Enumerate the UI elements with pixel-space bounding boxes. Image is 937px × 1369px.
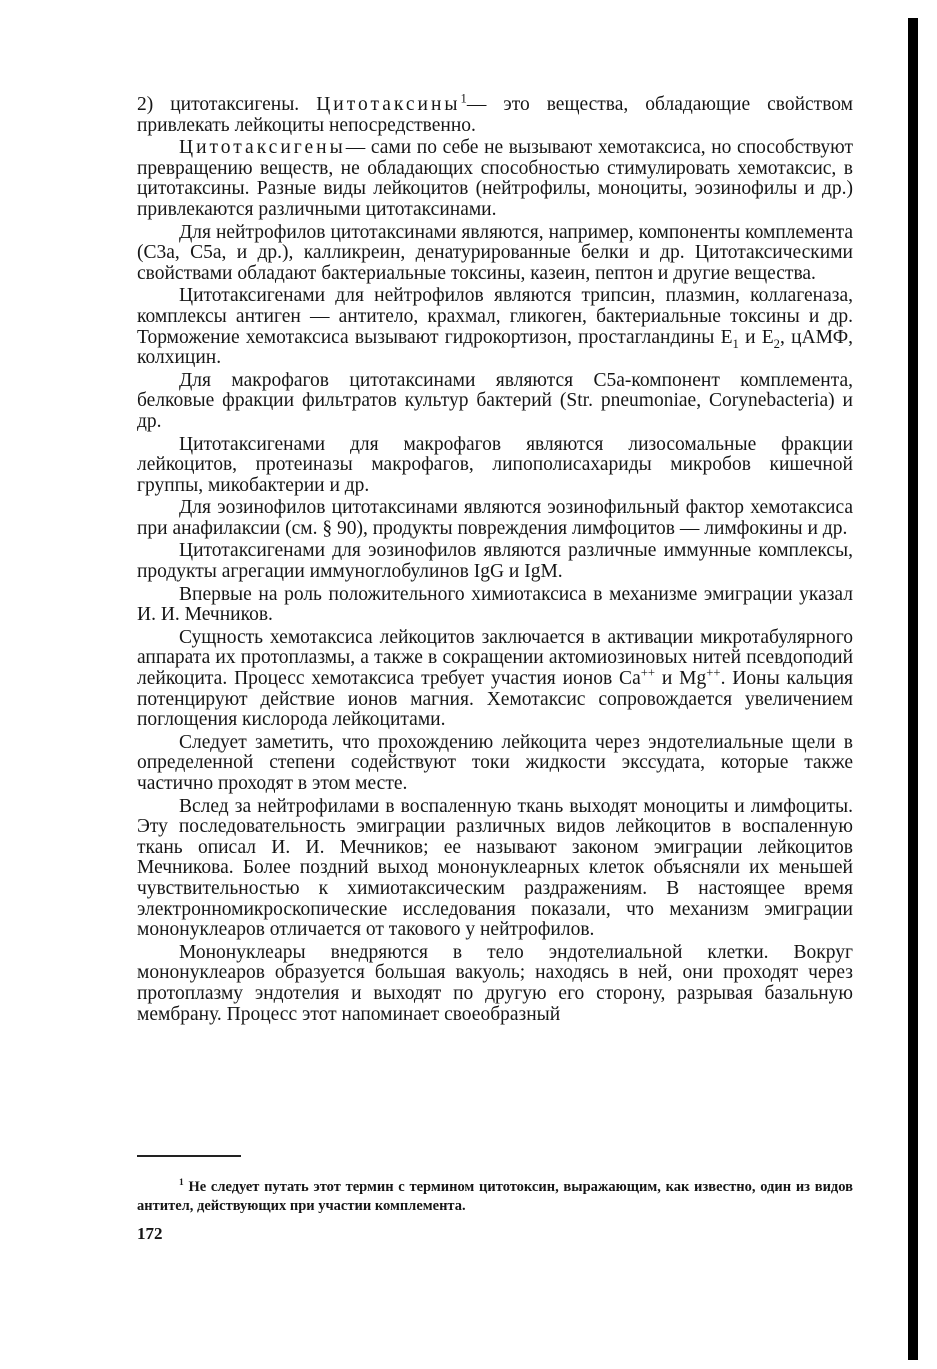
paragraph: Для нейтрофилов цитотаксинами являются, например, компоненты комплемента (С3а, С5а, и др.), калликреин, денатурированные белки и др. Цитотаксическими свойствами обладают бактериальные токсины, казеин, пептон и другие вещества. [137,221,853,284]
footnote-mark: 1 [460,91,467,106]
paragraph: Впервые на роль положительного химиотаксиса в механизме эмиграции указал И. И. Мечников. [137,583,853,626]
superscript: ++ [640,665,656,680]
paragraph-text: и E [738,326,774,348]
term: Цитотаксины [316,94,461,115]
paragraph-text: Сущность хемотаксиса лейкоцитов заключается в активации микротабулярного аппарата их протоплазмы, а также в сокращении актомиозиновых нитей псевдоподий лейкоцита. Процесс хемотаксиса требует участия ионов Ca [137,626,853,690]
footnote-text: Не следует путать этот термин с термином цитотоксин, выражающим, как известно, один из видов антител, действующих при участии комплемента. [137,1179,853,1214]
paragraph-text: — это вещества, обладающие свойством привлекать лейкоциты непосредственно. [137,94,853,136]
paragraph: Вслед за нейтрофилами в воспаленную ткань выходят моноциты и лимфоциты. Эту последовательность эмиграции различных видов лейкоцитов в воспаленную ткань описал И. И. Мечников; ее называют законом эмиграции лейкоцитов Мечникова. Более поздний выход мононуклеарных клеток объясняли их меньшей чувствительностью к химиотаксическим раздражениям. В настоящее время электронномикроскопические исследования показали, что механизм эмиграции мононуклеаров отличается от такового у нейтрофилов. [137,795,853,941]
term: Цитотаксигены [179,137,346,159]
main-text [137,91,854,1027]
paragraph [137,138,853,220]
paragraph: Мононуклеары внедряются в тело эндотелиальной клетки. Вокруг мононуклеаров образуется большая вакуоль; находясь в ней, они проходят через протоплазму эндотелия и выходят по другую его сторону, разрывая базальную мембрану. Процесс этот напоминает своеобразный [137,941,853,1025]
paragraph [137,91,853,136]
paragraph-text: 2) цитотаксигены. [137,94,317,115]
subscript: 1 [732,336,739,351]
footnote-divider [137,1155,241,1157]
footnote-mark: 1 [179,1178,184,1189]
paragraph-text: Цитотаксигенами для нейтрофилов являются трипсин, плазмин, коллагеназа, комплексы антиген — антитело, крахмал, гликоген, бактериальные токсины и др. Торможение хемотаксиса вызывают гидрокортизон, простагландины E [137,285,853,348]
paragraph [137,286,853,368]
paragraph-text: — сами по себе не вызывают хемотаксиса, но способствуют превращению веществ, не обладающих способностью стимулировать хемотаксис, в цитотаксины. Разные виды лейкоцитов (нейтрофилы, моноциты, эозинофилы и др.) привлекаются различными цитотаксинами. [137,137,853,220]
paragraph: Цитотаксигенами для эозинофилов являются различные иммунные комплексы, продукты агрегации иммуноглобулинов IgG и IgM. [137,540,853,583]
paragraph [137,628,853,731]
footnote [137,1178,853,1216]
paragraph-text: . Ионы кальция потенцируют действие ионов магния. Хемотаксис сопровождается увеличением поглощения кислорода лейкоцитами. [137,668,854,731]
superscript: ++ [706,665,721,680]
paragraph-text: , цАМФ, колхицин. [137,326,853,369]
paragraph: Для макрофагов цитотаксинами являются С5а-компонент комплемента, белковые фракции фильтратов культур бактерий (Str. pneumoniae, Corynebacteria) и др. [137,369,853,432]
paragraph: Цитотаксигенами для макрофагов являются лизосомальные фракции лейкоцитов, протеиназы макрофагов, липополисахариды микробов кишечной группы, микобактерии и др. [137,433,853,496]
subscript: 2 [773,336,780,351]
paragraph: Следует заметить, что прохождению лейкоцита через эндотелиальные щели в определенной степени содействуют токи жидкости экссудата, которые также частично проходят в этом месте. [137,731,853,794]
page-number: 172 [137,1224,163,1243]
binding-edge [908,18,918,1360]
paragraph-text: и Mg [655,668,707,690]
paragraph: Для эозинофилов цитотаксинами являются эозинофильный фактор хемотаксиса при анафилаксии (см. § 90), продукты повреждения лимфоцитов — лимфокины и др. [137,497,853,539]
